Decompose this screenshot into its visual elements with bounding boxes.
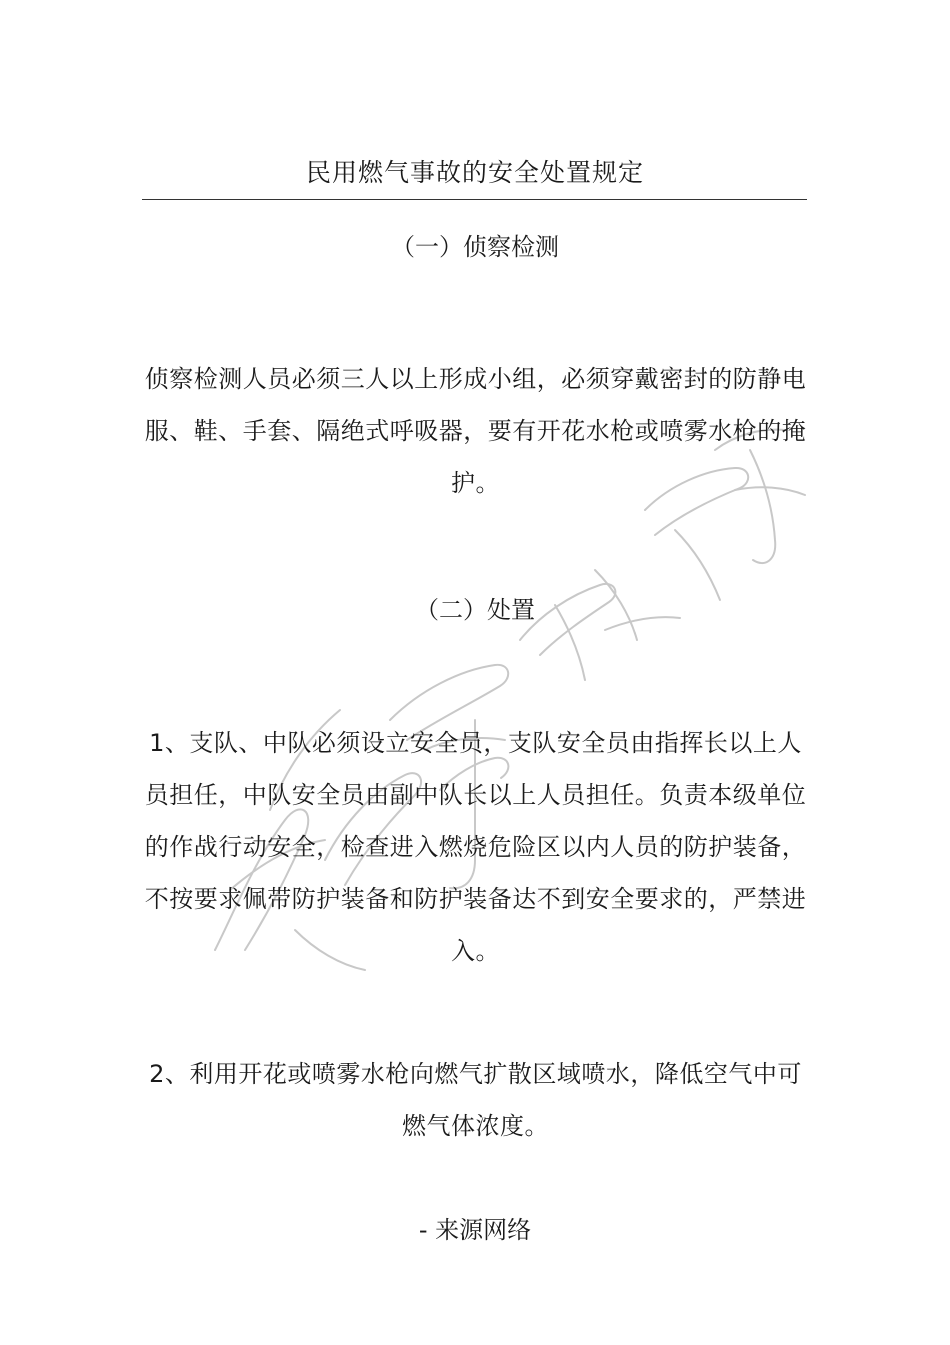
source-footer: - 来源网络 bbox=[418, 1216, 532, 1244]
document-title: 民用燃气事故的安全处置规定 bbox=[305, 158, 644, 187]
disposal-item-1: 1、支队、中队必须设立安全员，支队安全员由指挥长以上人员担任，中队安全员由副中队长以上人员担任。负责本级单位的作战行动安全，检查进入燃烧危险区以内人员的防护装备，不按要求佩带防护装备和防护装备达不到安全要求的，严禁进入。 bbox=[144, 729, 807, 965]
disposal-item-2: 2、利用开花或喷雾水枪向燃气扩散区域喷水，降低空气中可燃气体浓度。 bbox=[149, 1060, 802, 1140]
section-heading-disposal: （二）处置 bbox=[415, 596, 535, 624]
section-heading-reconnaissance: （一）侦察检测 bbox=[391, 233, 559, 261]
reconnaissance-paragraph: 侦察检测人员必须三人以上形成小组，必须穿戴密封的防静电服、鞋、手套、隔绝式呼吸器，要有开花水枪或喷雾水枪的掩护。 bbox=[144, 365, 807, 497]
title-divider bbox=[142, 199, 807, 200]
